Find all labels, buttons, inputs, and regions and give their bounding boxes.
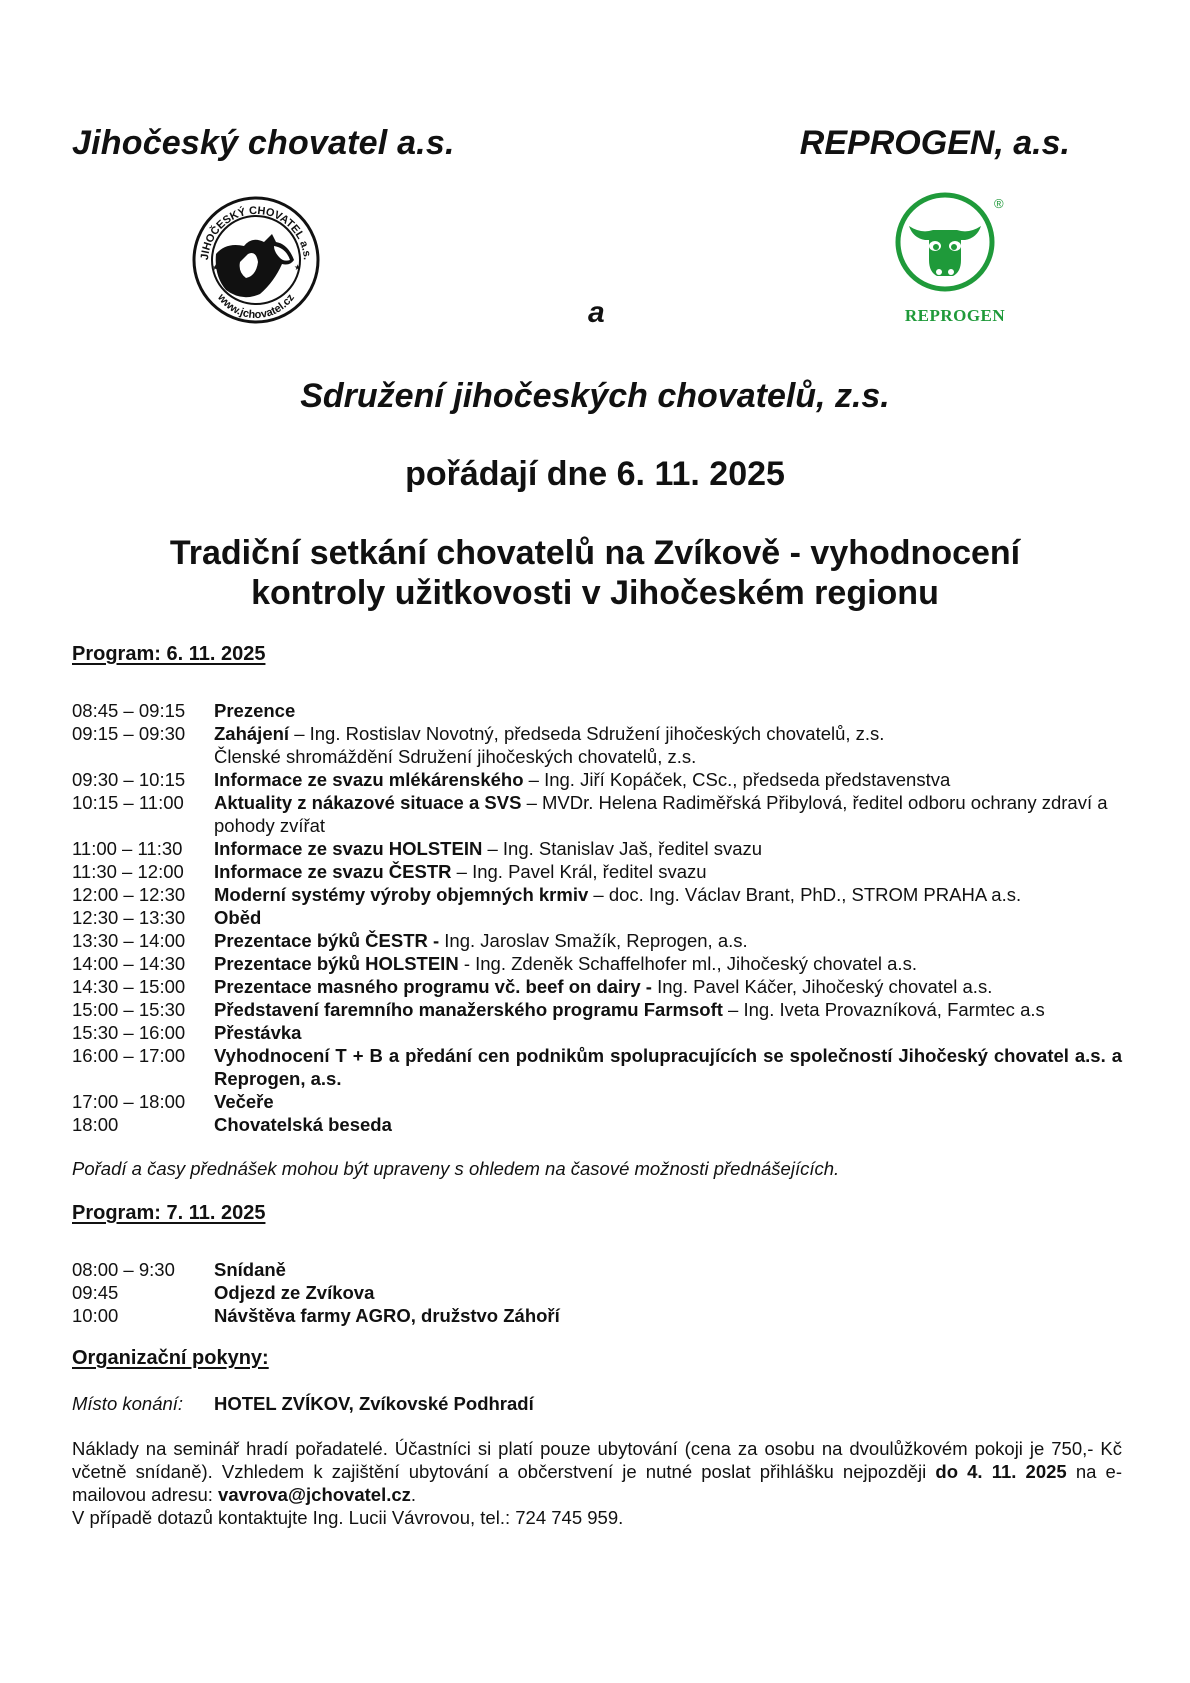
schedule-time: 09:15 – 09:30 [72, 723, 186, 744]
schedule-row [72, 722, 1122, 768]
organization-info [72, 1437, 1122, 1529]
schedule-time: 12:00 – 12:30 [72, 884, 186, 905]
organizer-left-name: Jihočeský chovatel a.s. [72, 124, 455, 162]
schedule-row [72, 1258, 1122, 1281]
svg-text:★: ★ [294, 263, 302, 272]
schedule-title: Aktuality z nákazové situace a SVS [214, 792, 522, 813]
logo-ring-top-text: JIHOČESKÝ CHOVATEL a.s. [198, 204, 313, 261]
schedule-row [72, 952, 1122, 975]
organizer-right-name: REPROGEN, a.s. [799, 124, 1070, 162]
schedule-detail: – Ing. Jiří Kopáček, CSc., předseda představenstva [523, 769, 951, 790]
schedule-detail: - Ing. Zdeněk Schaffelhofer ml., Jihočeský chovatel a.s. [458, 953, 917, 974]
costs-paragraph [72, 1437, 1122, 1506]
schedule-detail: – MVDr. Helena Radiměřská Přibylová, ředitel odboru ochrany zdraví a pohody zvířat [214, 792, 1108, 836]
venue-row [72, 1393, 534, 1415]
schedule-title: Moderní systémy výroby objemných krmiv [214, 884, 589, 905]
schedule-time: 14:30 – 15:00 [72, 976, 186, 997]
schedule-time: 11:00 – 11:30 [72, 838, 183, 859]
schedule-change-note: Pořadí a časy přednášek mohou být upraveny s ohledem na časové možnosti přednášejících. [72, 1158, 840, 1179]
schedule-row [72, 699, 1122, 722]
schedule-time: 10:00 [72, 1305, 119, 1326]
schedule-row [72, 906, 1122, 929]
event-title-line-1: Tradiční setkání chovatelů na Zvíkově - vyhodnocení [169, 534, 1021, 572]
association-name: Sdružení jihočeských chovatelů, z.s. [300, 377, 890, 415]
program-day1-heading: Program: 6. 11. 2025 [72, 643, 266, 665]
schedule-time: 11:30 – 12:00 [72, 861, 184, 882]
schedule-time: 15:00 – 15:30 [72, 999, 186, 1020]
schedule-detail: Ing. Pavel Káčer, Jihočeský chovatel a.s. [651, 976, 993, 997]
schedule-detail: – Ing. Pavel Král, ředitel svazu [456, 861, 707, 882]
schedule-time: 13:30 – 14:00 [72, 930, 186, 951]
schedule-title: Prezence [214, 700, 296, 721]
schedule-time: 10:15 – 11:00 [72, 792, 184, 813]
schedule-detail: Ing. Jaroslav Smažík, Reprogen, a.s. [439, 930, 748, 951]
schedule-row [72, 860, 1122, 883]
schedule-title: Prezentace býků ČESTR - [214, 930, 440, 951]
schedule-title: Přestávka [214, 1022, 302, 1043]
schedule-title: Prezentace býků HOLSTEIN [214, 953, 459, 974]
schedule-detail: – doc. Ing. Václav Brant, PhD., STROM PRAHA a.s. [588, 884, 1022, 905]
svg-text:★: ★ [212, 263, 220, 272]
jchovatel-logo [186, 190, 326, 330]
schedule-row [72, 998, 1122, 1021]
schedule-time: 08:00 – 9:30 [72, 1259, 175, 1280]
schedule-title: Návštěva farmy AGRO, družstvo Záhoří [214, 1305, 560, 1326]
schedule-row [72, 1090, 1122, 1113]
registered-mark: ® [994, 196, 1004, 211]
schedule-row [72, 837, 1122, 860]
schedule-title: Odjezd ze Zvíkova [214, 1282, 375, 1303]
organization-heading: Organizační pokyny: [72, 1347, 269, 1369]
schedule-time: 12:30 – 13:30 [72, 907, 186, 928]
contact-text: V případě dotazů kontaktujte Ing. Lucii Vávrovou, tel.: 724 745 959. [72, 1507, 624, 1528]
registration-deadline: do 4. 11. 2025 [935, 1461, 1067, 1482]
program-day2-heading: Program: 7. 11. 2025 [72, 1202, 266, 1224]
schedule-row [72, 1304, 1122, 1327]
event-date: pořádají dne 6. 11. 2025 [405, 455, 785, 493]
schedule-title: Informace ze svazu mlékárenského [214, 769, 524, 790]
schedule-title: Zahájení [214, 723, 290, 744]
schedule-row [72, 1021, 1122, 1044]
logo-ring-bottom-text: www.jchovatel.cz [215, 291, 297, 322]
schedule-detail: – Ing. Rostislav Novotný, předseda Sdružení jihočeských chovatelů, z.s. [289, 723, 885, 744]
schedule-row [72, 791, 1122, 837]
cow-seal-icon [186, 190, 326, 330]
schedule-title: Prezentace masného programu vč. beef on dairy - [214, 976, 652, 997]
schedule-time: 16:00 – 17:00 [72, 1045, 186, 1066]
schedule-time: 14:00 – 14:30 [72, 953, 186, 974]
event-title [0, 533, 1190, 613]
venue-label: Místo konání: [72, 1393, 184, 1414]
schedule-detail: – Ing. Stanislav Jaš, ředitel svazu [482, 838, 763, 859]
schedule-time: 09:30 – 10:15 [72, 769, 186, 790]
event-title-line-2: kontroly užitkovosti v Jihočeském regionu [251, 574, 939, 612]
schedule-title: Večeře [214, 1091, 274, 1112]
schedule-row [72, 883, 1122, 906]
schedule-time: 15:30 – 16:00 [72, 1022, 186, 1043]
schedule-title: Informace ze svazu ČESTR [214, 861, 457, 882]
schedule-title: Chovatelská beseda [214, 1114, 392, 1135]
schedule-time: 17:00 – 18:00 [72, 1091, 186, 1112]
schedule-row [72, 768, 1122, 791]
schedule-detail: – Ing. Iveta Provazníková, Farmtec a.s [722, 999, 1045, 1020]
venue-value: HOTEL ZVÍKOV, Zvíkovské Podhradí [214, 1393, 534, 1414]
email-prefix: na e-mailovou adresu: [72, 1461, 1122, 1505]
schedule-time: 18:00 [72, 1114, 119, 1135]
schedule-title: Snídaně [214, 1259, 286, 1280]
schedule-time: 08:45 – 09:15 [72, 700, 186, 721]
schedule-title: Představení faremního manažerského programu Farmsoft [214, 999, 723, 1020]
contact-email-link[interactable]: vavrova@jchovatel.cz [218, 1484, 411, 1505]
schedule-row [72, 1281, 1122, 1304]
schedule-time: 09:45 [72, 1282, 119, 1303]
connector-text: a [588, 296, 605, 329]
bull-head-icon [895, 192, 1005, 302]
schedule-row [72, 1044, 1122, 1090]
email-suffix: . [410, 1484, 417, 1505]
schedule-detail-2: Členské shromáždění Sdružení jihočeských chovatelů, z.s. [214, 746, 697, 767]
program-day2-schedule [72, 1258, 1122, 1327]
program-day1-schedule [72, 699, 1122, 1136]
schedule-row [72, 975, 1122, 998]
schedule-title: Vyhodnocení T + B a předání cen podnikům spolupracujících se společností Jihočeský chovatel a.s. a Reprogen, a.s. [214, 1045, 1122, 1089]
schedule-row [72, 1113, 1122, 1136]
reprogen-wordmark: REPROGEN [904, 306, 1006, 325]
schedule-title: Oběd [214, 907, 262, 928]
schedule-title: Informace ze svazu HOLSTEIN [214, 838, 483, 859]
costs-text: Náklady na seminář hradí pořadatelé. Účastníci si platí pouze ubytování (cena za osobu na dvoulůžkovém pokoji je 750,- Kč včetně snídaně). Vzhledem k zajištění ubytování a občerstvení je nutné poslat přihlášku nejpozději [72, 1438, 1122, 1482]
schedule-row [72, 929, 1122, 952]
